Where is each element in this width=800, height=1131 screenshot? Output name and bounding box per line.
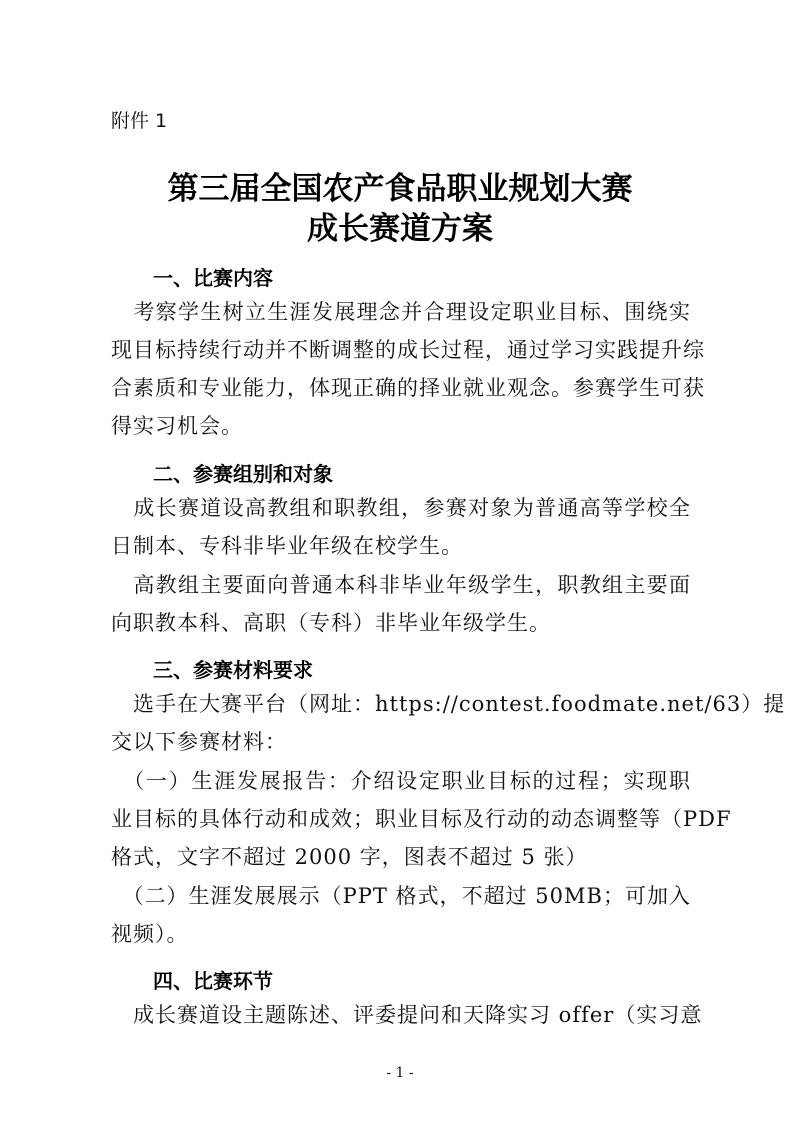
paragraph-line: 交以下参赛材料：	[111, 730, 287, 754]
paragraph-line: （一）生涯发展报告：介绍设定职业目标的过程；实现职	[111, 769, 691, 793]
annex-label: 附件 1	[111, 110, 168, 132]
paragraph-line: 得实习机会。	[111, 414, 243, 438]
paragraph-line: 日制本、专科非毕业年级在校学生。	[111, 534, 463, 558]
paragraph-line: 成长赛道设主题陈述、评委提问和天降实习 offer（实习意	[111, 1003, 703, 1027]
page-number: - 1 -	[386, 1065, 414, 1081]
paragraph-line: 考察学生树立生涯发展理念并合理设定职业目标、围绕实	[111, 300, 691, 324]
paragraph-line: 合素质和专业能力，体现正确的择业就业观念。参赛学生可获	[111, 376, 705, 400]
paragraph-line: 视频）。	[111, 922, 189, 946]
paragraph-line: （二）生涯发展展示（PPT 格式，不超过 50MB；可加入	[111, 884, 691, 908]
paragraph-line: 现目标持续行动并不断调整的成长过程，通过学习实践提升综	[111, 338, 705, 362]
section-heading-4: 四、比赛环节	[153, 969, 273, 993]
paragraph-line: 选手在大赛平台（网址：https://contest.foodmate.net/63）提	[111, 692, 786, 716]
document-title-line2: 成长赛道方案	[307, 211, 493, 247]
paragraph-line: 高教组主要面向普通本科非毕业年级学生，职教组主要面	[111, 573, 691, 597]
paragraph-line: 格式，文字不超过 2000 字，图表不超过 5 张）	[111, 845, 588, 869]
section-heading-3: 三、参赛材料要求	[153, 658, 313, 682]
paragraph-line: 向职教本科、高职（专科）非毕业年级学生。	[111, 611, 551, 635]
paragraph-line: 成长赛道设高教组和职教组，参赛对象为普通高等学校全	[111, 496, 691, 520]
paragraph-line: 业目标的具体行动和成效；职业目标及行动的动态调整等（PDF	[111, 807, 732, 831]
section-heading-2: 二、参赛组别和对象	[153, 462, 333, 486]
document-title-line1: 第三届全国农产食品职业规划大赛	[167, 171, 633, 207]
section-heading-1: 一、比赛内容	[153, 266, 273, 290]
